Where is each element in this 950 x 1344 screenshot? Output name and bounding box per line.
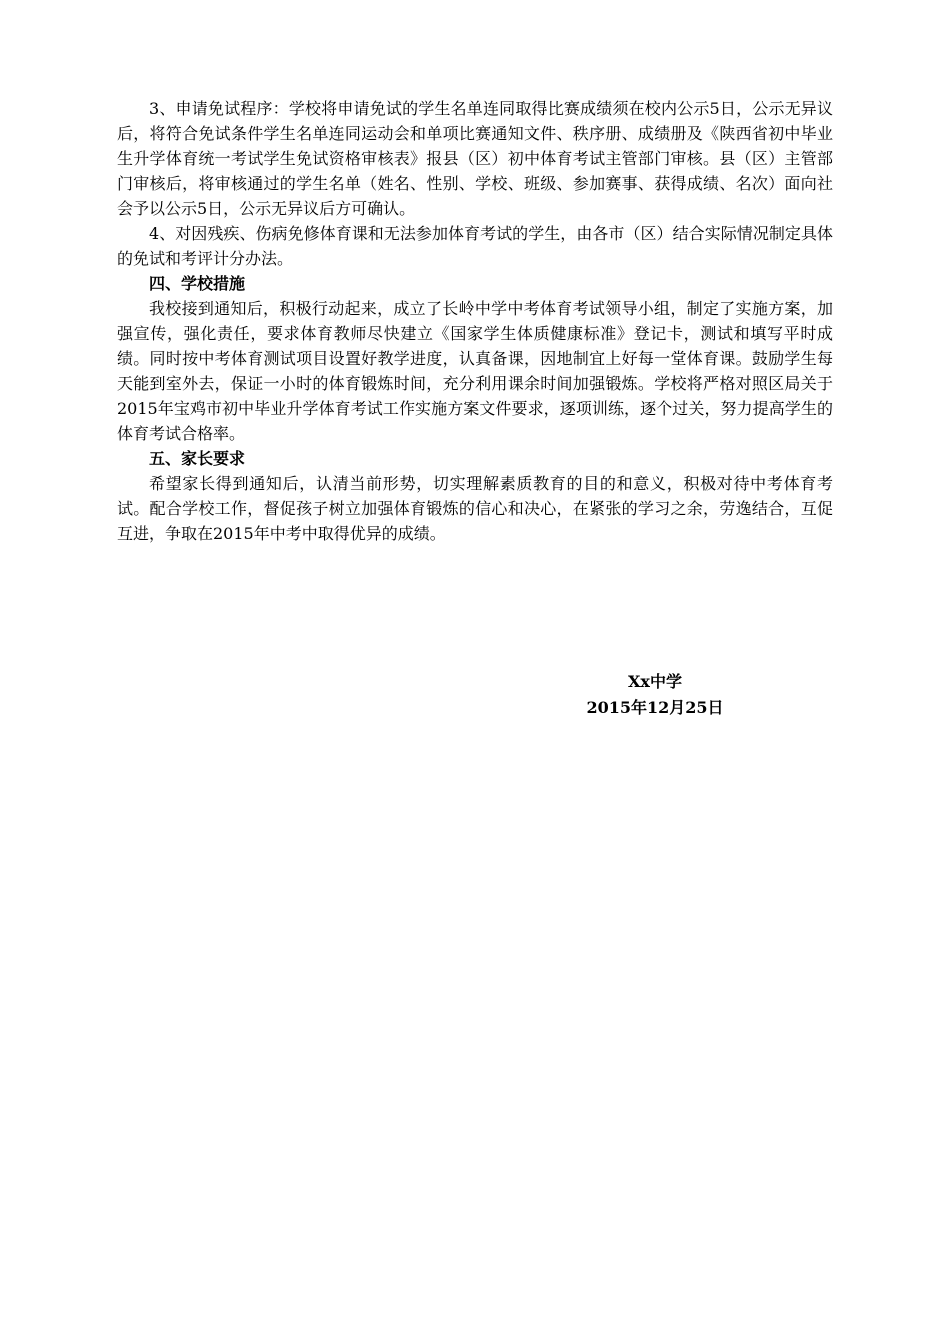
signature-school-name: Xx中学 xyxy=(628,672,682,691)
document-body xyxy=(117,96,833,546)
paragraph-parent-requirements: 希望家长得到通知后，认清当前形势，切实理解素质教育的目的和意义，积极对待中考体育考试。配合学校工作，督促孩子树立加强体育锻炼的信心和决心，在紧张的学习之余，劳逸结合，互促互进，争取在2015年中考中取得优异的成绩。 xyxy=(117,474,833,543)
section-heading-school-measures: 四、学校措施 xyxy=(149,274,246,293)
signature-date: 2015年12月25日 xyxy=(586,698,724,717)
section-heading-parent-requirements: 五、家长要求 xyxy=(149,449,246,468)
paragraph-exemption-procedure: 3、申请免试程序：学校将申请免试的学生名单连同取得比赛成绩须在校内公示5日，公示无异议后，将符合免试条件学生名单连同运动会和单项比赛通知文件、秩序册、成绩册及《陕西省初中毕业生升学体育统一考试学生免试资格审核表》报县（区）初中体育考试主管部门审核。县（区）主管部门审核后，将审核通过的学生名单（姓名、性别、学校、班级、参加赛事、获得成绩、名次）面向社会予以公示5日，公示无异议后方可确认。 xyxy=(117,99,833,218)
signature-block xyxy=(520,669,790,721)
paragraph-school-measures: 我校接到通知后，积极行动起来，成立了长岭中学中考体育考试领导小组，制定了实施方案，加强宣传，强化责任，要求体育教师尽快建立《国家学生体质健康标准》登记卡，测试和填写平时成绩。同时按中考体育测试项目设置好教学进度，认真备课，因地制宜上好每一堂体育课。鼓励学生每天能到室外去，保证一小时的体育锻炼时间，充分利用课余时间加强锻炼。学校将严格对照区局关于2015年宝鸡市初中毕业升学体育考试工作实施方案文件要求，逐项训练，逐个过关，努力提高学生的体育考试合格率。 xyxy=(117,299,833,443)
paragraph-disability-exemption: 4、对因残疾、伤病免修体育课和无法参加体育考试的学生，由各市（区）结合实际情况制定具体的免试和考评计分办法。 xyxy=(117,224,833,268)
